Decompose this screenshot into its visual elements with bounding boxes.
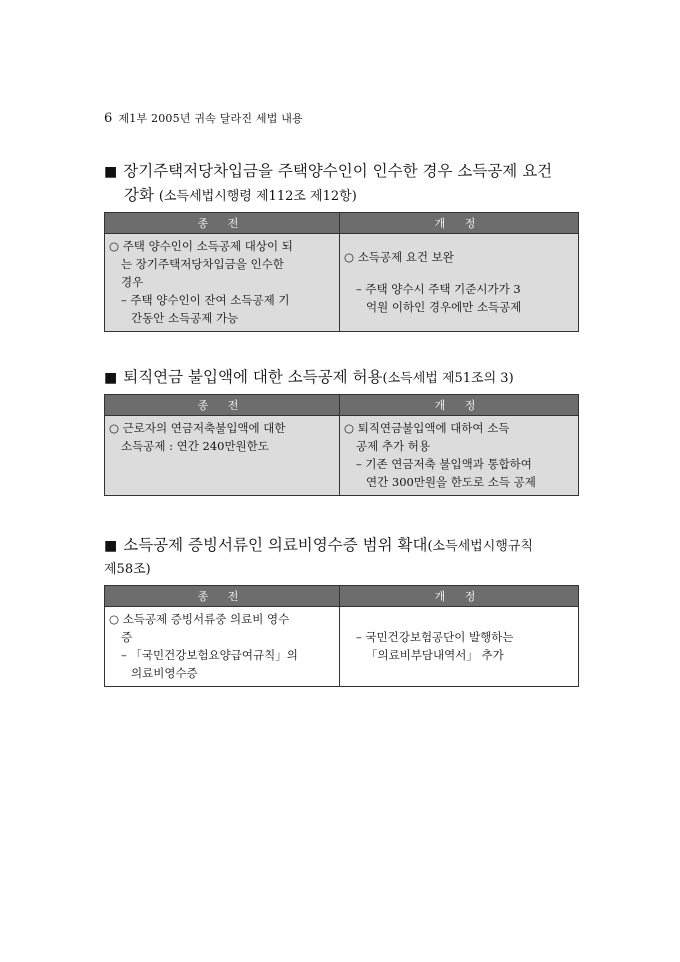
square-bullet-icon: ■ <box>104 370 118 386</box>
section-title-ref-cont: 제58조) <box>104 562 151 577</box>
cell-new <box>340 234 579 332</box>
section-title-text: 장기주택저당차입금을 주택양수인이 인수한 경우 소득공제 요건 <box>123 162 553 180</box>
text-line: 억원 이하인 경우에만 소득공제 <box>366 300 522 314</box>
text-line: 의료비영수증 <box>131 666 198 680</box>
text-line: 공제 추가 허용 <box>356 439 430 453</box>
section-title-ref: (소득세법시행규칙 <box>427 539 533 554</box>
text-line: ○ 소득공제 요건 보완 <box>344 250 454 264</box>
running-title: 제1부 2005년 귀속 달라진 세법 내용 <box>118 112 303 125</box>
comparison-table <box>104 212 579 332</box>
text-line: 「의료비부담내역서」 추가 <box>366 648 504 662</box>
section-title-text-cont: 강화 <box>124 186 154 204</box>
text-line: – 주택 양수시 주택 기준시가가 3 <box>356 282 521 296</box>
section-title <box>104 160 578 208</box>
text-line: ○ 소득공제 증빙서류중 의료비 영수 <box>109 612 290 626</box>
square-bullet-icon: ■ <box>104 164 118 180</box>
cell-old <box>105 416 340 496</box>
text-line: – 기존 연금저축 불입액과 통합하여 <box>356 457 532 471</box>
running-header <box>104 110 303 126</box>
header-old: 종 전 <box>105 586 340 607</box>
text-line: 연간 300만원을 한도로 소득 공제 <box>366 475 536 489</box>
cell-old <box>105 234 340 332</box>
text-line: 는 장기주택저당차입금을 인수한 <box>121 257 284 271</box>
section-title-text: 소득공제 증빙서류인 의료비영수증 범위 확대 <box>123 536 428 554</box>
cell-new <box>340 607 579 687</box>
square-bullet-icon: ■ <box>104 538 118 554</box>
page-number: 6 <box>104 111 113 126</box>
header-new: 개 정 <box>340 213 579 234</box>
header-new: 개 정 <box>340 395 579 416</box>
text-line: 경우 <box>121 275 144 289</box>
section-title-ref: (소득세법 제51조의 3) <box>382 371 514 386</box>
section-title <box>104 366 578 390</box>
text-line: – 「국민건강보험요양급여규칙」의 <box>121 648 298 662</box>
section-title <box>104 534 578 581</box>
text-line: ○ 근로자의 연금저축불입액에 대한 <box>109 421 286 435</box>
text-line: 증 <box>121 630 133 644</box>
text-line: ○ 주택 양수인이 소득공제 대상이 되 <box>109 239 293 253</box>
text-line: 간동안 소득공제 가능 <box>131 311 239 325</box>
cell-old <box>105 607 340 687</box>
section-title-ref: (소득세법시행령 제112조 제12항) <box>158 189 357 204</box>
cell-new <box>340 416 579 496</box>
comparison-table <box>104 394 579 496</box>
section-retirement-pension <box>104 366 578 496</box>
header-old: 종 전 <box>105 395 340 416</box>
comparison-table <box>104 585 579 687</box>
section-title-text: 퇴직연금 불입액에 대한 소득공제 허용 <box>123 368 383 386</box>
text-line: – 주택 양수인이 잔여 소득공제 기 <box>121 293 290 307</box>
section-medical-receipt <box>104 534 578 687</box>
text-line: – 국민건강보험공단이 발행하는 <box>356 630 514 644</box>
header-new: 개 정 <box>340 586 579 607</box>
section-mortgage-loan <box>104 160 578 332</box>
text-line: ○ 퇴직연금불입액에 대하여 소득 <box>344 421 510 435</box>
header-old: 종 전 <box>105 213 340 234</box>
text-line: 소득공제 : 연간 240만원한도 <box>121 439 269 453</box>
